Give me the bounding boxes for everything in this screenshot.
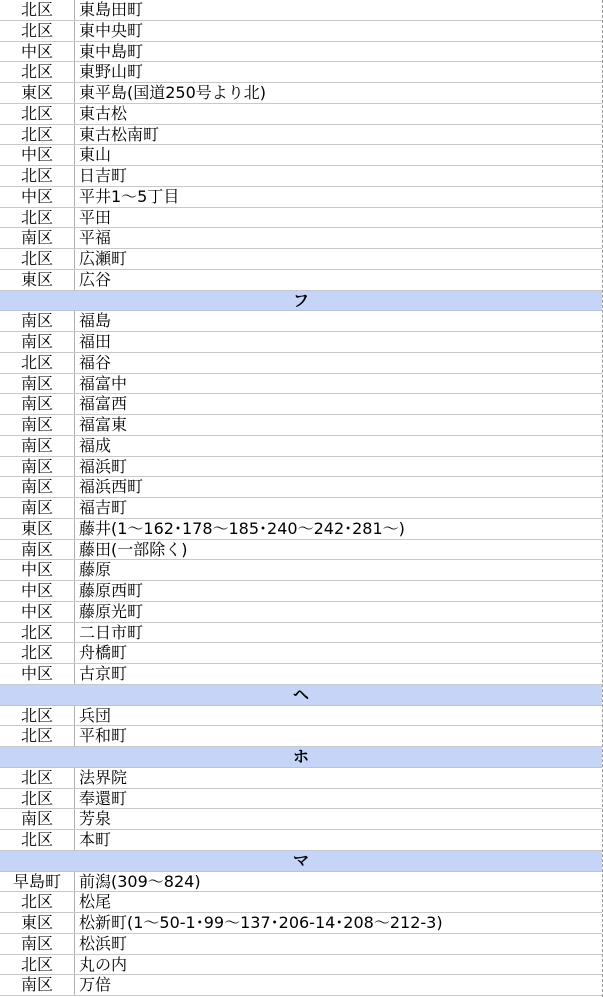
- table-row: [0, 975, 602, 996]
- town-cell: 福浜西町: [79, 477, 144, 497]
- town-cell: 藤井(1～162･178～185･240～242･281～): [79, 518, 405, 538]
- table-row: [0, 726, 602, 747]
- town-cell: 東野山町: [79, 62, 144, 82]
- table-row: [0, 166, 602, 187]
- ward-cell: 中区: [0, 187, 75, 207]
- town-cell: 松浜町: [79, 933, 128, 953]
- table-row: [0, 623, 602, 644]
- town-cell: 日吉町: [79, 166, 128, 185]
- table-row: [0, 809, 602, 830]
- ward-cell: 中区: [0, 145, 75, 165]
- table-row: [0, 457, 602, 478]
- ward-cell: 南区: [0, 540, 75, 560]
- ward-cell: 南区: [0, 374, 75, 394]
- table-row: [0, 374, 602, 395]
- town-cell: 松新町(1～50-1･99～137･206-14･208～212-3): [79, 913, 443, 932]
- town-cell: 東山: [79, 145, 112, 165]
- town-cell: 福吉町: [79, 498, 128, 517]
- ward-cell: 中区: [0, 560, 75, 580]
- ward-cell: 早島町: [0, 872, 75, 892]
- town-cell: 藤原西町: [79, 581, 144, 600]
- town-cell: 芳泉: [79, 809, 112, 829]
- table-row: [0, 955, 602, 976]
- table-row: [0, 145, 602, 166]
- ward-cell: 北区: [0, 623, 75, 643]
- ward-cell: 北区: [0, 62, 75, 82]
- ward-cell: 南区: [0, 332, 75, 352]
- town-cell: 平田: [79, 207, 112, 227]
- town-cell: 本町: [79, 830, 112, 849]
- table-row: [0, 228, 602, 249]
- ward-cell: 中区: [0, 664, 75, 684]
- town-cell: 平井1～5丁目: [79, 186, 180, 206]
- table-row: [0, 208, 602, 229]
- table-row: [0, 768, 602, 789]
- table-row: [0, 892, 602, 913]
- ward-cell: 南区: [0, 394, 75, 414]
- table-row: [0, 540, 602, 561]
- kana-section-header: フ: [0, 291, 602, 312]
- town-cell: 東古松南町: [79, 124, 160, 144]
- ward-cell: 南区: [0, 809, 75, 829]
- kana-section-header: ホ: [0, 747, 602, 768]
- town-cell: 福成: [79, 435, 112, 455]
- ward-cell: 北区: [0, 249, 75, 269]
- table-row: [0, 519, 602, 540]
- table-row: [0, 602, 602, 623]
- ward-cell: 東区: [0, 913, 75, 933]
- town-cell: 福富東: [79, 415, 128, 434]
- table-row: [0, 789, 602, 810]
- ward-cell: 中区: [0, 42, 75, 62]
- table-row: [0, 934, 602, 955]
- town-cell: 東中央町: [79, 20, 144, 40]
- ward-cell: 東区: [0, 270, 75, 290]
- ward-cell: 北区: [0, 353, 75, 373]
- table-row: [0, 560, 602, 581]
- ward-cell: 北区: [0, 0, 75, 20]
- table-row: [0, 477, 602, 498]
- table-row: [0, 125, 602, 146]
- ward-cell: 南区: [0, 228, 75, 248]
- ward-cell: 南区: [0, 457, 75, 477]
- ward-cell: 北区: [0, 166, 75, 186]
- town-cell: 丸の内: [79, 954, 128, 974]
- table-row: [0, 394, 602, 415]
- town-cell: 舟橋町: [79, 643, 128, 663]
- ward-cell: 南区: [0, 498, 75, 518]
- town-cell: 平福: [79, 228, 112, 248]
- town-cell: 藤田(一部除く): [79, 539, 188, 559]
- town-cell: 平和町: [79, 726, 128, 746]
- town-cell: 前潟(309～824): [79, 871, 201, 891]
- ward-cell: 北区: [0, 706, 75, 726]
- town-cell: 藤原光町: [79, 601, 144, 621]
- ward-cell: 北区: [0, 892, 75, 912]
- town-cell: 福田: [79, 332, 112, 351]
- town-cell: 東平島(国道250号より北): [79, 83, 267, 102]
- ward-cell: 南区: [0, 477, 75, 497]
- town-cell: 兵団: [79, 705, 112, 725]
- table-row: [0, 187, 602, 208]
- ward-cell: 北区: [0, 21, 75, 41]
- table-row: [0, 311, 602, 332]
- town-cell: 東古松: [79, 103, 128, 123]
- ward-cell: 南区: [0, 436, 75, 456]
- ward-cell: 東区: [0, 519, 75, 539]
- ward-cell: 南区: [0, 934, 75, 954]
- table-row: [0, 436, 602, 457]
- table-row: [0, 270, 602, 291]
- town-cell: 万倍: [79, 975, 112, 995]
- ward-cell: 中区: [0, 581, 75, 601]
- town-cell: 福富西: [79, 394, 128, 414]
- town-cell: 福浜町: [79, 456, 128, 476]
- table-row: [0, 0, 602, 21]
- ward-cell: 東区: [0, 83, 75, 103]
- town-cell: 福富中: [79, 373, 128, 393]
- table-row: [0, 353, 602, 374]
- ward-cell: 北区: [0, 125, 75, 145]
- table-row: [0, 913, 602, 934]
- town-cell: 福島: [79, 311, 112, 331]
- ward-cell: 北区: [0, 726, 75, 746]
- table-row: [0, 249, 602, 270]
- table-row: [0, 21, 602, 42]
- kana-section-header: ヘ: [0, 685, 602, 706]
- table-row: [0, 872, 602, 893]
- table-row: [0, 62, 602, 83]
- town-cell: 古京町: [79, 664, 128, 683]
- table-row: [0, 83, 602, 104]
- town-cell: 法界院: [79, 767, 128, 787]
- ward-cell: 南区: [0, 311, 75, 331]
- town-cell: 松尾: [79, 892, 112, 912]
- town-cell: 福谷: [79, 352, 112, 372]
- kana-section-header: マ: [0, 851, 602, 872]
- ward-cell: 北区: [0, 643, 75, 663]
- table-row: [0, 706, 602, 727]
- town-cell: 広谷: [79, 269, 112, 289]
- table-row: [0, 581, 602, 602]
- table-row: [0, 104, 602, 125]
- ward-cell: 中区: [0, 602, 75, 622]
- table-row: [0, 42, 602, 63]
- table-row: [0, 664, 602, 685]
- town-cell: 奉還町: [79, 788, 128, 808]
- ward-cell: 北区: [0, 768, 75, 788]
- town-cell: 東島田町: [79, 0, 144, 19]
- town-cell: 藤原: [79, 560, 112, 580]
- ward-cell: 北区: [0, 789, 75, 809]
- table-row: [0, 643, 602, 664]
- table-row: [0, 830, 602, 851]
- table-row: [0, 332, 602, 353]
- ward-cell: 北区: [0, 830, 75, 850]
- ward-cell: 南区: [0, 975, 75, 995]
- town-cell: 二日市町: [79, 622, 144, 642]
- ward-cell: 南区: [0, 415, 75, 435]
- town-cell: 東中島町: [79, 41, 144, 61]
- ward-cell: 北区: [0, 208, 75, 228]
- town-cell: 広瀬町: [79, 249, 128, 268]
- ward-cell: 北区: [0, 955, 75, 975]
- ward-cell: 北区: [0, 104, 75, 124]
- table-row: [0, 498, 602, 519]
- table-row: [0, 415, 602, 436]
